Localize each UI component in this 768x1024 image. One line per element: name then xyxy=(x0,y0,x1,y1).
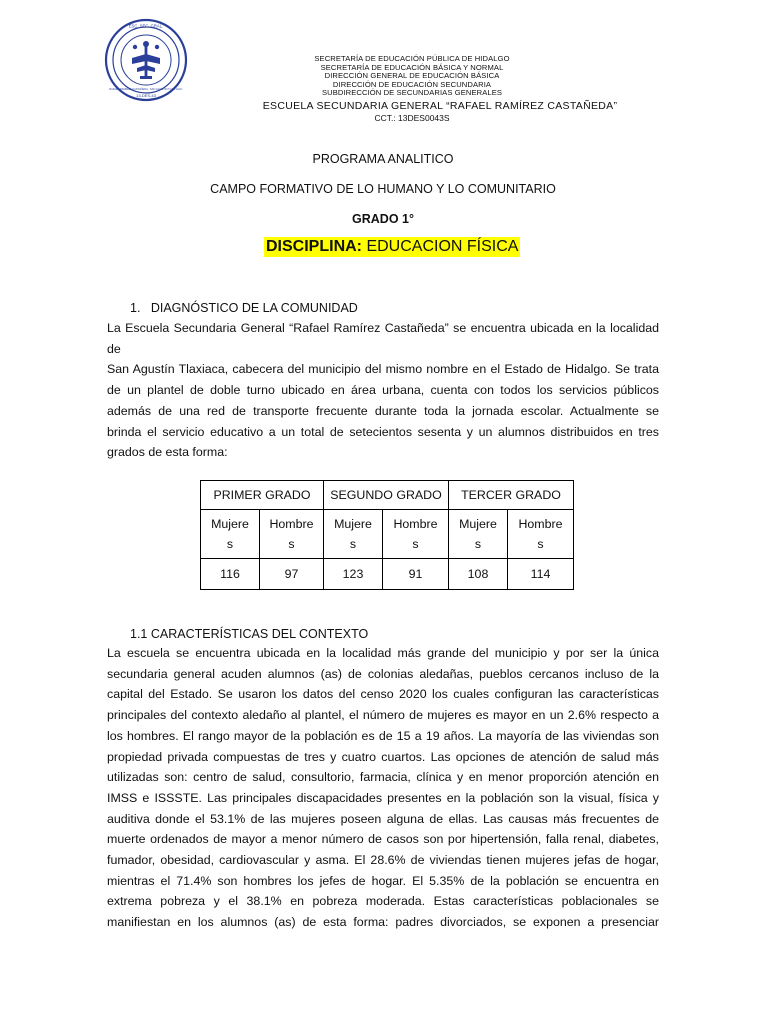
table-subheader: Hombre s xyxy=(260,510,324,559)
paragraph-line: de un plantel de doble turno ubicado en área urbana, cuenta con todos los servicios públicos xyxy=(107,383,659,398)
table-subheader: Hombre s xyxy=(508,510,574,559)
paragraph-line: propiedad privada compuestas de tres y cuatro cuartos. Las opciones de atención de salud más xyxy=(107,749,659,764)
paragraph-line: La escuela se encuentra ubicada en la localidad más grande del municipio y por ser la única xyxy=(107,646,659,660)
section-paragraph xyxy=(107,643,659,933)
table-subheader: Mujere s xyxy=(324,510,383,559)
paragraph-line: IMSS e ISSSTE. Las principales discapacidades presentes en la población son la visual, física y xyxy=(107,790,659,805)
paragraph-line: utilizadas son: centro de salud, consultorio, farmacia, clínica y en menor proporción atención en xyxy=(107,770,659,785)
discipline-value: EDUCACION FÍSICA xyxy=(362,238,519,255)
table-cell: 116 xyxy=(201,559,260,590)
school-cct: CCT.: 13DES0043S xyxy=(374,113,450,123)
table-cell: 97 xyxy=(260,559,324,590)
header-line: SUBDIRECCIÓN DE SECUNDARIAS GENERALES xyxy=(321,88,503,97)
grade-header: SEGUNDO GRADO xyxy=(324,481,449,510)
paragraph-line: brinda el servicio educativo a un total de setecientos sesenta y un alumnos distribuidos en tres xyxy=(107,424,659,439)
seal-ring-text: RAFAEL RAMIREZ CASTAÑEDA · SAN AGUSTIN TLAX. HGO. xyxy=(109,88,183,91)
field-title: CAMPO FORMATIVO DE LO HUMANO Y LO COMUNITARIO xyxy=(210,182,556,196)
header-line: DIRECCIÓN DE EDUCACIÓN SECUNDARIA xyxy=(332,79,492,89)
discipline-label: DISCIPLINA: xyxy=(266,238,362,255)
section-paragraph xyxy=(107,318,659,463)
section-heading: 1. DIAGNÓSTICO DE LA COMUNIDAD xyxy=(130,301,358,315)
paragraph-line: extrema pobreza y el 38.1% en pobreza moderada. Estas características poblacionales se xyxy=(107,894,659,909)
paragraph-line: los hombres. El rango mayor de la población es de 15 a 19 años. La mayoría de las viviendas son xyxy=(107,728,659,743)
paragraph-line: La Escuela Secundaria General “Rafael Ramírez Castañeda” se encuentra ubicada en la localidad de xyxy=(107,321,659,356)
paragraph-line: San Agustín Tlaxiaca, cabecera del municipio del mismo nombre en el Estado de Hidalgo. Se trata xyxy=(107,362,659,377)
header-line: SECRETARÍA DE EDUCACIÓN BÁSICA Y NORMAL xyxy=(320,62,504,72)
header-line: DIRECCIÓN GENERAL DE EDUCACIÓN BÁSICA xyxy=(324,71,500,80)
header-line: SECRETARÍA DE EDUCACIÓN PÚBLICA DE HIDALGO xyxy=(314,54,510,63)
paragraph-line: grados de esta forma: xyxy=(107,445,228,460)
section-heading: 1.1 CARACTERÍSTICAS DEL CONTEXTO xyxy=(130,627,369,641)
program-title: PROGRAMA ANALITICO xyxy=(312,152,454,166)
paragraph-line: capital del Estado. Se usaron los datos del censo 2020 los cuales configuran las características xyxy=(107,687,659,702)
paragraph-line: auditiva donde el 53.1% de las mujeres poseen alguna de ellas. Las causas más frecuentes de xyxy=(107,811,659,826)
table-subheader: Mujere s xyxy=(449,510,508,559)
discipline-heading xyxy=(264,237,520,257)
table-cell: 91 xyxy=(383,559,449,590)
paragraph-line: muerte ordenados de mayor a menor número de casos son por hipertensión, falla renal, diabetes, xyxy=(107,832,659,847)
table-cell: 114 xyxy=(508,559,574,590)
table-cell: 123 xyxy=(324,559,383,590)
school-name: ESCUELA SECUNDARIA GENERAL “RAFAEL RAMÍREZ CASTAÑEDA” xyxy=(262,100,618,112)
paragraph-line: mientras el 71.4% son hombres los jefes de hogar. El 5.35% de la población se encuentra en xyxy=(107,873,659,888)
students-table xyxy=(200,480,574,590)
grade-header: TERCER GRADO xyxy=(449,481,574,510)
paragraph-line: secundaria general acuden alumnos (as) de colonias aledañas, pueblos cercanos incluso de la xyxy=(107,666,659,681)
grade-title: GRADO 1° xyxy=(352,212,414,226)
table-cell: 108 xyxy=(449,559,508,590)
school-seal-icon xyxy=(104,18,188,102)
paragraph-line: principales del contexto aledaño al plantel, el número de mujeres es mayor en un 2.6% respecto a xyxy=(107,708,659,723)
seal-bottom-text: 13-DES-43 xyxy=(136,93,156,98)
paragraph-line: además de una red de transporte frecuente durante toda la jornada escolar. Actualmente se xyxy=(107,403,659,418)
paragraph-line: fumador, obesidad, cardiovascular y asma. El 28.6% de viviendas tienen mujeres jefas de hogar, xyxy=(107,853,659,868)
table-subheader: Hombre s xyxy=(383,510,449,559)
grade-header: PRIMER GRADO xyxy=(201,481,324,510)
seal-top-text: ESC. SEC. GRAL. xyxy=(128,23,164,29)
table-subheader: Mujere s xyxy=(201,510,260,559)
paragraph-line: manifiestan en los alumnos (as) de esta forma: padres divorciados, se exponen a presenciar xyxy=(107,915,659,930)
